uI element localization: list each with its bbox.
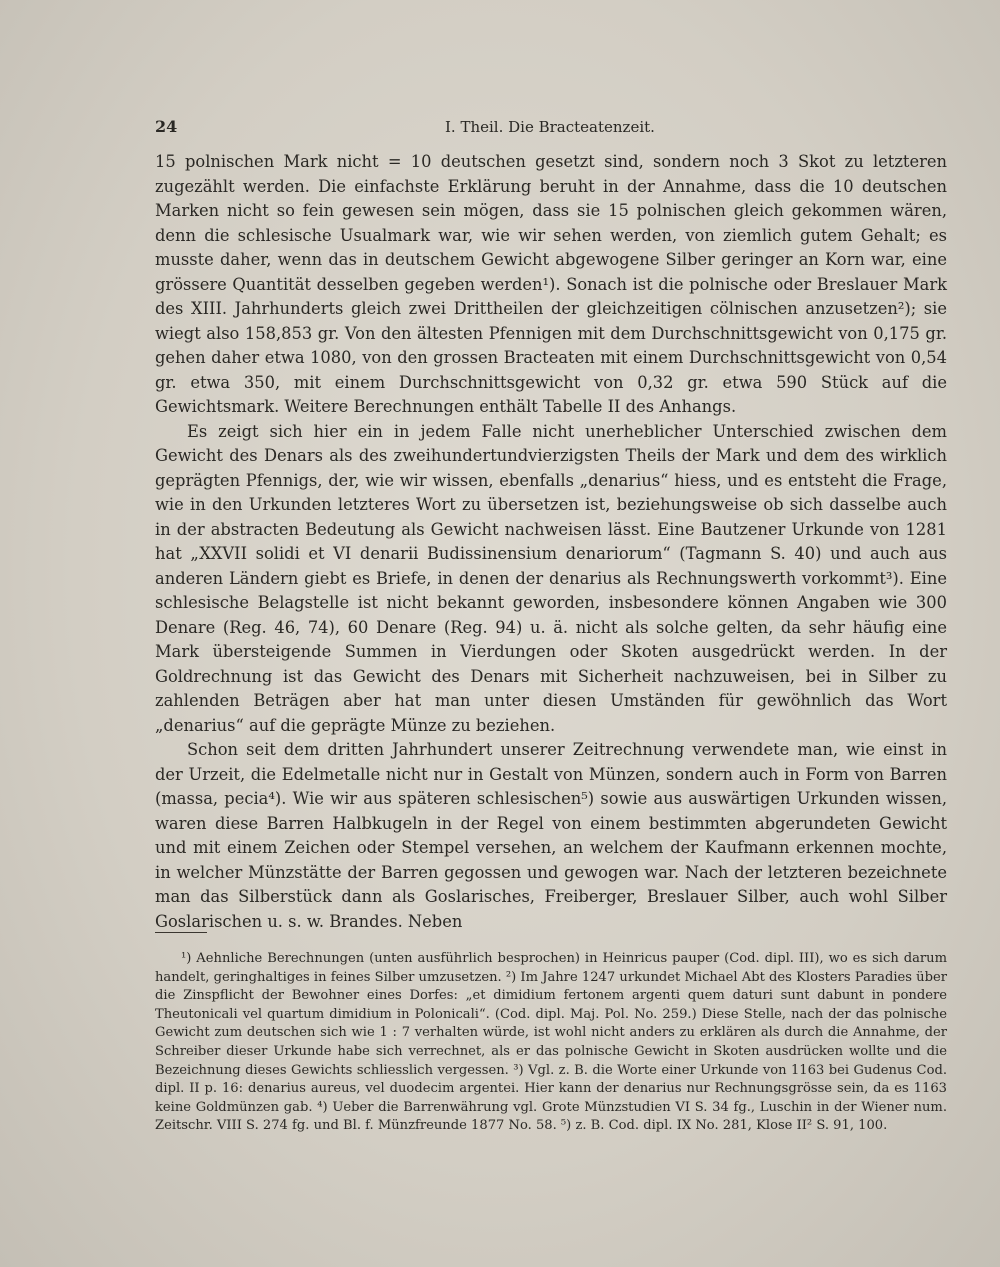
paragraph-2: Es zeigt sich hier ein in jedem Falle nicht unerheblicher Unterschied zwischen dem Gewicht des Denars als des zweihundertundvierzigsten Theils der Mark und dem des wirklich geprägten Pfennigs, der, wie wir wissen, ebenfalls „denarius“ hiess, und es entsteht die Frage, wie in den Urkunden letzteres Wort zu übersetzen ist, beziehungsweise ob sich dasselbe auch in der abstracten Bedeutung als Gewicht nachweisen lässt. Eine Bautzener Urkunde von 1281 hat „XXVII solidi et VI denarii Budissinensium denariorum“ (Tagmann S. 40) und auch aus anderen Ländern giebt es Briefe, in denen der denarius als Rechnungswerth vorkommt³). Eine schlesische Belagstelle ist nicht bekannt geworden, insbesondere können Angaben wie 300 Denare (Reg. 46, 74), 60 Denare (Reg. 94) u. ä. nicht als solche gelten, da sehr häufig eine Mark übersteigende Summen in Vierdungen oder Skoten ausgedrückt werden. In der Goldrechnung ist das Gewicht des Denars mit Sicherheit nachzuweisen, bei in Silber zu zahlenden Beträgen aber hat man unter diesen Umständen für gewöhnlich das Wort „denarius“ auf die geprägte Münze zu beziehen. <box>155 421 947 735</box>
paragraph-1: 15 polnischen Mark nicht = 10 deutschen gesetzt sind, sondern noch 3 Skot zu letzteren zugezählt werden. Die einfachste Erklärung beruht in der Annahme, dass die 10 deutschen Marken nicht so fein gewesen sein mögen, dass sie 15 polnischen gleich gekommen wären, denn die schlesische Usualmark war, wie wir sehen werden, von ziemlich gutem Gehalt; es musste daher, wenn das in deutschem Gewicht abgewogene Silber geringer an Korn war, eine grössere Quantität desselben gegeben werden¹). Sonach ist die polnische oder Breslauer Mark des XIII. Jahrhunderts gleich zwei Drittheilen der gleichzeitigen cölnischen anzusetzen²); sie wiegt also 158,853 gr. Von den ältesten Pfennigen mit dem Durchschnittsgewicht von 0,175 gr. gehen daher etwa 1080, von den grossen Bracteaten mit einem Durchschnittsgewicht von 0,54 gr. etwa 350, mit einem Durchschnittsgewicht von 0,32 gr. etwa 590 Stück auf die Gewichtsmark. Weitere Berechnungen enthält Tabelle II des Anhangs. <box>155 152 947 416</box>
running-title: I. Theil. Die Bracteatenzeit. <box>445 118 655 136</box>
paragraph-3: Schon seit dem dritten Jahrhundert unserer Zeitrechnung verwendete man, wie einst in der Urzeit, die Edelmetalle nicht nur in Gestalt von Münzen, sondern auch in Form von Barren (massa, pecia⁴). Wie wir aus späteren schlesischen⁵) sowie aus auswärtigen Urkunden wissen, waren diese Barren Halbkugeln in der Regel von einem bestimmten abgerundeten Gewicht und mit einem Zeichen oder Stempel versehen, an welchem der Kaufmann erkennen mochte, in welcher Münzstätte der Barren gegossen und gewogen war. Nach der letzteren bezeichnete man das Silberstück dann als Goslarisches, Freiberger, Breslauer Silber, auch wohl Silber Goslarischen u. s. w. Brandes. Neben <box>155 740 947 931</box>
page-header <box>155 117 945 139</box>
page-number: 24 <box>155 117 178 136</box>
footnote-divider <box>155 932 207 933</box>
footnote-text: ¹) Aehnliche Berechnungen (unten ausführlich besprochen) in Heinricus pauper (Cod. dipl. III), wo es sich darum handelt, geringhaltiges in feines Silber umzusetzen. ²) Im Jahre 1247 urkundet Michael Abt des Klosters Paradies über die Zinspflicht der Bewohner eines Dorfes: „et dimidium fertonem argenti quem daturi sunt dabunt in pondere Theutonicali vel quartum dimidium in Polonicali“. (Cod. dipl. Maj. Pol. No. 259.) Diese Stelle, nach der das polnische Gewicht zum deutschen sich wie 1 : 7 verhalten würde, ist wohl nicht anders zu erklären als durch die Annahme, der Schreiber dieser Urkunde habe sich verrechnet, als er das polnische Gewicht in Skoten ausdrücken wollte und die Bezeichnung dieses Gewichts schliesslich vergessen. ³) Vgl. z. B. die Worte einer Urkunde von 1163 bei Gudenus Cod. dipl. II p. 16: denarius aureus, vel duodecim argentei. Hier kann der denarius nur Rechnungsgrösse sein, da es 1163 keine Goldmünzen gab. ⁴) Ueber die Barrenwährung vgl. Grote Münzstudien VI S. 34 fg., Luschin in der Wiener num. Zeitschr. VIII S. 274 fg. und Bl. f. Münzfreunde 1877 No. 58. ⁵) z. B. Cod. dipl. IX No. 281, Klose II² S. 91, 100. <box>155 951 947 1134</box>
body-text <box>155 150 947 934</box>
footnotes <box>155 950 947 1136</box>
